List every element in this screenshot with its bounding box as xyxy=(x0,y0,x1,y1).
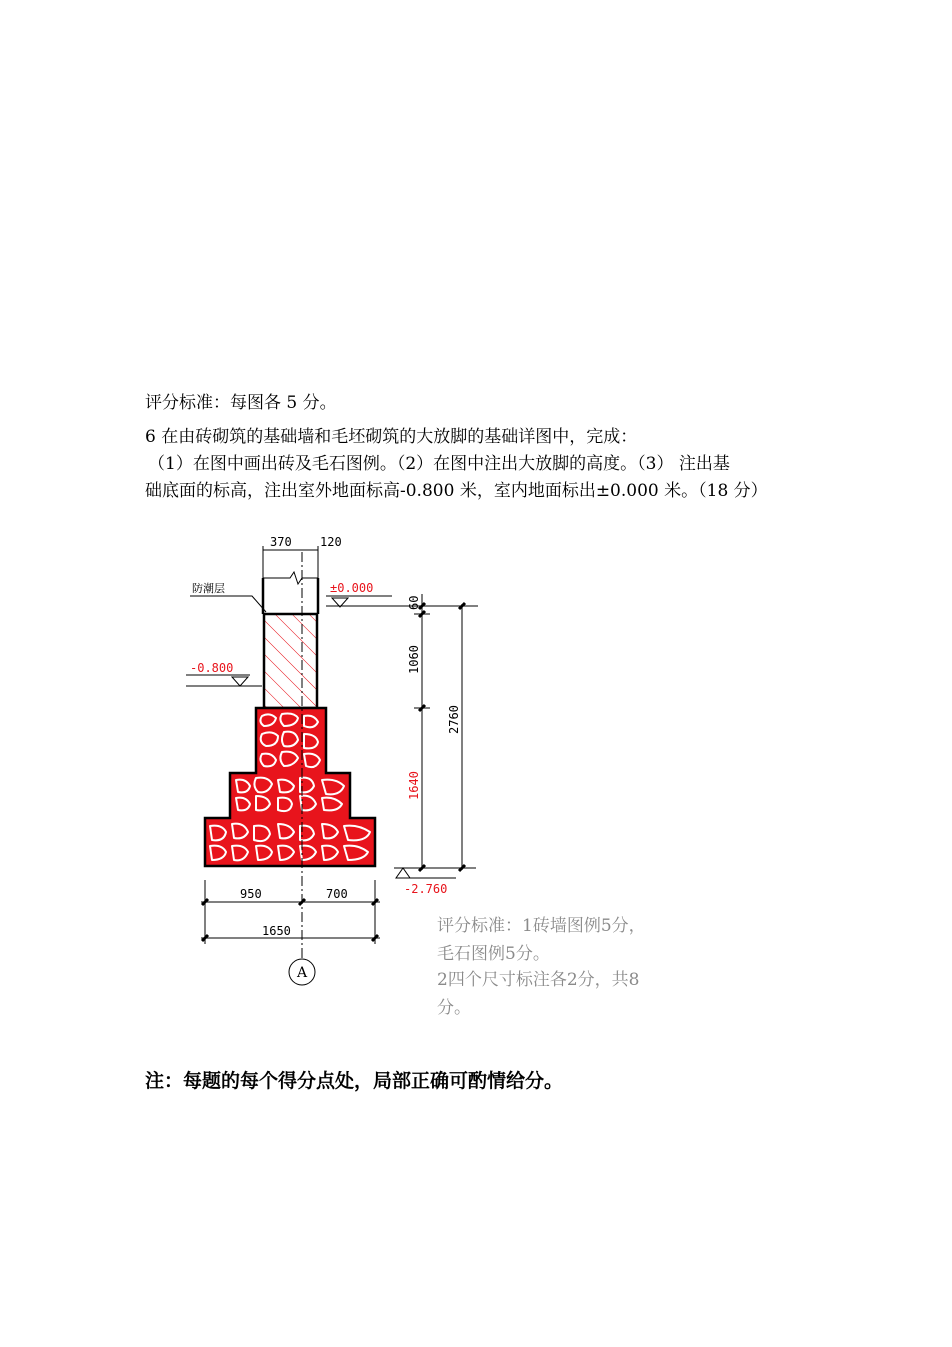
elevation-bottom: -2.760 xyxy=(404,882,448,896)
dim-1640: 1640 xyxy=(407,771,421,800)
axis-label: A xyxy=(296,965,308,981)
grading-note-line3: 2四个尺寸标注各2分，共8 xyxy=(437,970,640,990)
grading-note-line2: 毛石图例5分。 xyxy=(437,944,550,964)
dim-120: 120 xyxy=(320,535,342,549)
elevation-outdoor: -0.800 xyxy=(190,661,234,675)
dim-1060: 1060 xyxy=(407,645,421,674)
grading-standard-line: 评分标准：每图各 5 分。 xyxy=(145,393,337,413)
dim-1650: 1650 xyxy=(262,924,291,938)
dim-370: 370 xyxy=(270,535,292,549)
rubble-stone-footing xyxy=(205,708,375,866)
dim-2760: 2760 xyxy=(447,705,461,734)
dim-700: 700 xyxy=(326,887,348,901)
dim-60: 60 xyxy=(407,595,421,610)
grading-note-line4: 分。 xyxy=(437,998,471,1018)
elevation-indoor: ±0.000 xyxy=(330,581,374,595)
question-6-title: 6 在由砖砌筑的基础墙和毛坯砌筑的大放脚的基础详图中，完成： xyxy=(145,427,638,447)
dim-950: 950 xyxy=(240,887,262,901)
grading-note-line1: 评分标准：1砖墙图例5分， xyxy=(437,916,646,936)
brick-wall xyxy=(264,614,317,708)
footer-note: 注：每题的每个得分点处，局部正确可酌情给分。 xyxy=(145,1070,564,1092)
question-6-tasks-line2: 础底面的标高，注出室外地面标高-0.800 米，室内地面标出±0.000 米。（18 分） xyxy=(145,481,768,501)
question-6-tasks-line1: （1）在图中画出砖及毛石图例。（2）在图中注出大放脚的高度。（3） 注出基 xyxy=(148,454,730,474)
damp-course-label: 防潮层 xyxy=(192,582,225,595)
